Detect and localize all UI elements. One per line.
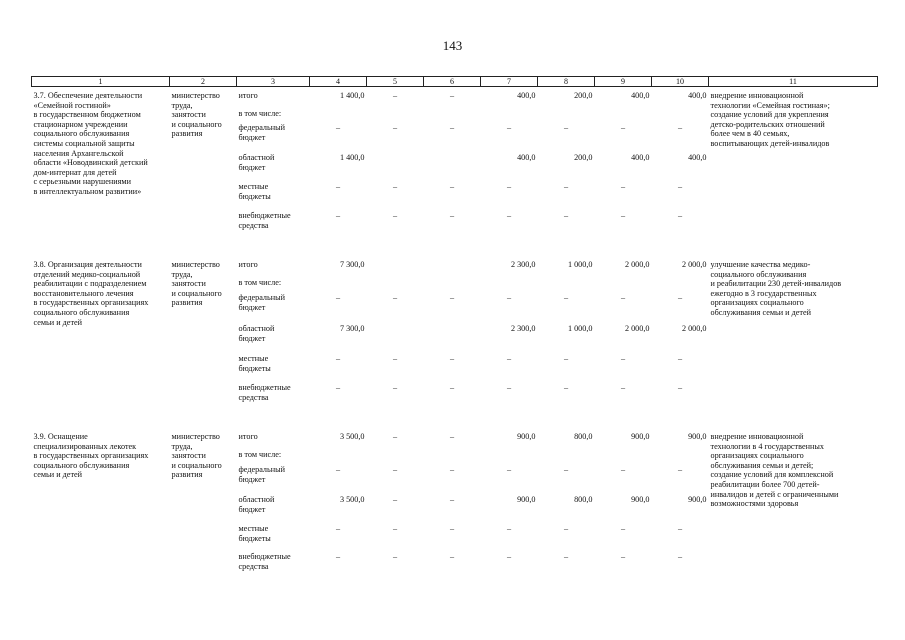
funding-value bbox=[652, 450, 709, 465]
funding-value: – bbox=[335, 182, 341, 191]
expected-result: внедрение инновационной технологии «Семейная гостиная»; создание условий для укрепления детско-родительских отношений более чем в 40 семьях, воспитывающих детей-инвалидов bbox=[710, 91, 830, 148]
funding-source: федеральный бюджет bbox=[238, 293, 286, 312]
funding-value: – bbox=[620, 552, 626, 561]
funding-value: – bbox=[677, 354, 683, 363]
funding-source: областной бюджет bbox=[238, 324, 275, 343]
col-header: 3 bbox=[237, 77, 310, 87]
funding-value: – bbox=[449, 552, 455, 561]
funding-value: – bbox=[677, 182, 683, 191]
funding-value: – bbox=[449, 211, 455, 220]
funding-value: – bbox=[392, 432, 398, 441]
funding-value: – bbox=[563, 123, 569, 132]
funding-value: – bbox=[392, 293, 398, 302]
funding-value: – bbox=[392, 123, 398, 132]
funding-value bbox=[652, 278, 709, 293]
funding-value: 900,0 bbox=[517, 495, 536, 504]
funding-source: в том числе: bbox=[238, 109, 282, 118]
funding-source: в том числе: bbox=[238, 450, 282, 459]
column-number-row bbox=[32, 77, 878, 87]
funding-value bbox=[310, 450, 367, 465]
funding-value: – bbox=[506, 383, 512, 392]
funding-value bbox=[310, 278, 367, 293]
funding-value bbox=[424, 109, 481, 123]
funding-value: – bbox=[449, 432, 455, 441]
funding-value: 400,0 bbox=[631, 91, 650, 100]
funding-value: – bbox=[392, 552, 398, 561]
funding-value: – bbox=[335, 552, 341, 561]
funding-value: – bbox=[449, 465, 455, 474]
funding-value: – bbox=[449, 91, 455, 100]
expected-result: улучшение качества медико- социального обслуживания и реабилитации 230 детей-инвалидов ежегодно в 3 государственных организациях социального обслуживания семьи и детей bbox=[710, 260, 842, 317]
funding-value: – bbox=[677, 123, 683, 132]
col-header: 7 bbox=[481, 77, 538, 87]
funding-value: 7 300,0 bbox=[339, 324, 365, 333]
funding-value: 400,0 bbox=[688, 153, 707, 162]
funding-value bbox=[424, 324, 481, 354]
funding-value: 900,0 bbox=[688, 495, 707, 504]
funding-value: – bbox=[620, 383, 626, 392]
funding-value: – bbox=[563, 383, 569, 392]
funding-value bbox=[367, 109, 424, 123]
funding-value: 1 400,0 bbox=[339, 153, 365, 162]
funding-value: – bbox=[506, 123, 512, 132]
funding-value: 1 400,0 bbox=[339, 91, 365, 100]
funding-value bbox=[367, 260, 424, 278]
table-row bbox=[32, 260, 878, 278]
funding-value: – bbox=[620, 293, 626, 302]
funding-source: местные бюджеты bbox=[238, 354, 271, 373]
funding-value: – bbox=[449, 495, 455, 504]
responsible-executor: министерство труда, занятости и социального развития bbox=[171, 91, 222, 139]
col-header: 4 bbox=[310, 77, 367, 87]
funding-value: – bbox=[449, 524, 455, 533]
measure-name: 3.8. Организация деятельности отделений медико-социальной реабилитации с подразделением восстановительного лечения в государственных организациях социального обслуживания семьи и детей bbox=[33, 260, 149, 327]
funding-value: 3 500,0 bbox=[339, 495, 365, 504]
col-header: 9 bbox=[595, 77, 652, 87]
funding-value bbox=[481, 278, 538, 293]
responsible-executor: министерство труда, занятости и социального развития bbox=[171, 260, 222, 308]
funding-value bbox=[424, 450, 481, 465]
funding-value bbox=[538, 109, 595, 123]
funding-value: – bbox=[506, 354, 512, 363]
funding-value: – bbox=[506, 465, 512, 474]
funding-value: – bbox=[392, 465, 398, 474]
funding-value bbox=[538, 450, 595, 465]
funding-value: – bbox=[335, 354, 341, 363]
funding-value: – bbox=[506, 524, 512, 533]
funding-value: 7 300,0 bbox=[339, 260, 365, 269]
funding-value bbox=[367, 153, 424, 182]
funding-value: – bbox=[620, 123, 626, 132]
funding-value: – bbox=[449, 354, 455, 363]
funding-value: – bbox=[620, 524, 626, 533]
funding-value: – bbox=[335, 211, 341, 220]
funding-value: – bbox=[563, 211, 569, 220]
funding-value: – bbox=[677, 383, 683, 392]
funding-value: – bbox=[392, 211, 398, 220]
funding-value: 900,0 bbox=[631, 432, 650, 441]
funding-value: – bbox=[335, 123, 341, 132]
funding-value: 400,0 bbox=[631, 153, 650, 162]
funding-value: – bbox=[677, 465, 683, 474]
table-row bbox=[32, 432, 878, 450]
table-body bbox=[32, 87, 878, 577]
funding-value: – bbox=[449, 123, 455, 132]
funding-value bbox=[538, 278, 595, 293]
funding-source: итого bbox=[238, 260, 258, 269]
funding-source: внебюджетные средства bbox=[238, 211, 291, 230]
funding-value: – bbox=[506, 293, 512, 302]
funding-value: 800,0 bbox=[574, 495, 593, 504]
funding-value: – bbox=[392, 182, 398, 191]
col-header: 5 bbox=[367, 77, 424, 87]
funding-source: итого bbox=[238, 91, 258, 100]
funding-value: – bbox=[335, 465, 341, 474]
funding-value bbox=[595, 109, 652, 123]
funding-value: 3 500,0 bbox=[339, 432, 365, 441]
funding-value: – bbox=[677, 552, 683, 561]
funding-value bbox=[367, 450, 424, 465]
funding-value: – bbox=[506, 552, 512, 561]
funding-value: – bbox=[335, 293, 341, 302]
funding-value bbox=[424, 153, 481, 182]
funding-value: – bbox=[335, 383, 341, 392]
funding-value: 400,0 bbox=[517, 153, 536, 162]
funding-value: – bbox=[392, 524, 398, 533]
col-header: 8 bbox=[538, 77, 595, 87]
funding-source: областной бюджет bbox=[238, 153, 275, 172]
funding-value: – bbox=[392, 495, 398, 504]
funding-value: – bbox=[563, 182, 569, 191]
measure-name: 3.7. Обеспечение деятельности «Семейной гостиной» в государственном бюджетном стационарном учреждении социального обслуживания системы социальной защиты населения Архангельской области «Новодвинский детский дом-интернат для детей с серьезными нарушениями в интеллектуальном развитии» bbox=[33, 91, 148, 196]
col-header: 11 bbox=[709, 77, 878, 87]
funding-source: внебюджетные средства bbox=[238, 383, 291, 402]
funding-value: 400,0 bbox=[517, 91, 536, 100]
funding-source: местные бюджеты bbox=[238, 524, 271, 543]
col-header: 2 bbox=[170, 77, 237, 87]
funding-value: – bbox=[563, 524, 569, 533]
funding-value: – bbox=[449, 293, 455, 302]
funding-value: – bbox=[392, 383, 398, 392]
funding-value: – bbox=[449, 383, 455, 392]
funding-value: 1 000,0 bbox=[567, 260, 593, 269]
section-spacer bbox=[32, 236, 878, 256]
funding-value: 1 000,0 bbox=[567, 324, 593, 333]
funding-value bbox=[367, 324, 424, 354]
funding-value: – bbox=[392, 91, 398, 100]
funding-source: в том числе: bbox=[238, 278, 282, 287]
funding-value: – bbox=[563, 354, 569, 363]
funding-value bbox=[595, 278, 652, 293]
funding-value: – bbox=[620, 465, 626, 474]
funding-value bbox=[310, 109, 367, 123]
funding-value: 2 000,0 bbox=[624, 324, 650, 333]
funding-value: 900,0 bbox=[517, 432, 536, 441]
funding-value: 400,0 bbox=[688, 91, 707, 100]
section-spacer bbox=[32, 408, 878, 428]
responsible-executor: министерство труда, занятости и социального развития bbox=[171, 432, 222, 480]
funding-value: 800,0 bbox=[574, 432, 593, 441]
funding-value bbox=[652, 109, 709, 123]
funding-source: федеральный бюджет bbox=[238, 465, 286, 484]
funding-value: – bbox=[677, 211, 683, 220]
funding-value: 2 300,0 bbox=[510, 324, 536, 333]
funding-value: 900,0 bbox=[688, 432, 707, 441]
funding-value: – bbox=[677, 293, 683, 302]
funding-value: – bbox=[563, 293, 569, 302]
funding-value bbox=[424, 260, 481, 278]
table-row bbox=[32, 91, 878, 109]
col-header: 1 bbox=[32, 77, 170, 87]
program-table bbox=[31, 76, 878, 576]
funding-value: 2 000,0 bbox=[624, 260, 650, 269]
funding-value: 2 000,0 bbox=[681, 260, 707, 269]
funding-value: 900,0 bbox=[631, 495, 650, 504]
funding-value: – bbox=[335, 524, 341, 533]
col-header: 10 bbox=[652, 77, 709, 87]
page-number: 143 bbox=[442, 38, 463, 53]
funding-value: – bbox=[620, 354, 626, 363]
funding-value bbox=[595, 450, 652, 465]
funding-value bbox=[424, 278, 481, 293]
funding-source: местные бюджеты bbox=[238, 182, 271, 201]
funding-source: областной бюджет bbox=[238, 495, 275, 514]
funding-value: – bbox=[677, 524, 683, 533]
funding-value: – bbox=[506, 182, 512, 191]
funding-value bbox=[367, 278, 424, 293]
measure-name: 3.9. Оснащение специализированных лекотек в государственных организациях социального обслуживания семьи и детей bbox=[33, 432, 149, 480]
funding-value: 200,0 bbox=[574, 153, 593, 162]
funding-value: – bbox=[563, 465, 569, 474]
funding-value bbox=[481, 450, 538, 465]
funding-value: – bbox=[563, 552, 569, 561]
funding-value: 2 300,0 bbox=[510, 260, 536, 269]
funding-source: федеральный бюджет bbox=[238, 123, 286, 142]
expected-result: внедрение инновационной технологии в 4 государственных организациях социального обслуживания семьи и детей; создание условий для комплексной реабилитации более 700 детей- инвалидов и детей с ограниченными возможностями здоровья bbox=[710, 432, 839, 509]
funding-value: 2 000,0 bbox=[681, 324, 707, 333]
funding-value bbox=[481, 109, 538, 123]
funding-value: – bbox=[620, 211, 626, 220]
funding-value: – bbox=[620, 182, 626, 191]
funding-value: – bbox=[506, 211, 512, 220]
funding-value: – bbox=[449, 182, 455, 191]
funding-value: 200,0 bbox=[574, 91, 593, 100]
funding-source: внебюджетные средства bbox=[238, 552, 291, 571]
col-header: 6 bbox=[424, 77, 481, 87]
funding-source: итого bbox=[238, 432, 258, 441]
funding-value: – bbox=[392, 354, 398, 363]
